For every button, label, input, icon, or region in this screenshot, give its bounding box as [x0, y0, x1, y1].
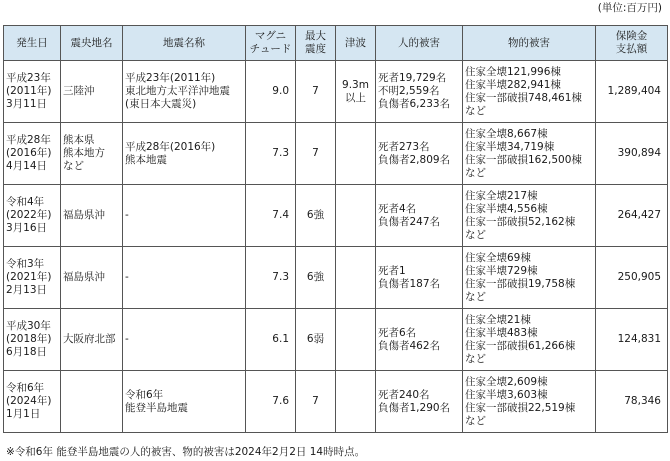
- cell-date: [4, 247, 61, 309]
- cell-property-damage-line: など: [465, 104, 486, 117]
- cell-insurance: 250,905: [596, 247, 668, 309]
- cell-human-damage: [376, 247, 463, 309]
- cell-intensity: 7: [296, 61, 336, 123]
- cell-property-damage-line: など: [465, 290, 486, 303]
- header-insurance: [596, 26, 668, 61]
- cell-human-damage-line: 死者273名: [378, 140, 430, 153]
- cell-human-damage-line: 負傷者462名: [378, 339, 441, 352]
- cell-human-damage: [376, 371, 463, 433]
- header-insurance-line: 保険金: [615, 30, 648, 42]
- cell-property-damage: [463, 61, 596, 123]
- cell-epicenter-line: 熊本県: [63, 134, 95, 146]
- cell-tsunami: [336, 185, 376, 247]
- cell-property-damage-line: 住家一部破損748,461棟: [465, 91, 582, 104]
- cell-property-damage-line: 住家全壊217棟: [465, 189, 538, 202]
- cell-property-damage-line: 住家半壊483棟: [465, 326, 538, 339]
- cell-human-damage-line: 不明2,559名: [378, 85, 440, 97]
- header-intensity-line: 震度: [305, 43, 326, 55]
- cell-epicenter: [61, 185, 123, 247]
- cell-date-line: (2021年): [6, 271, 52, 283]
- cell-date-line: (2022年): [6, 209, 52, 221]
- cell-date-line: 4月14日: [6, 160, 48, 172]
- table-row: [4, 61, 668, 123]
- cell-epicenter-line: など: [63, 160, 84, 172]
- table-row: [4, 185, 668, 247]
- header-human-damage: 人的被害: [376, 26, 463, 61]
- cell-human-damage: [376, 185, 463, 247]
- cell-property-damage-line: など: [465, 352, 486, 365]
- cell-human-damage: [376, 309, 463, 371]
- cell-insurance: 78,346: [596, 371, 668, 433]
- cell-property-damage-line: 住家半壊3,603棟: [465, 388, 548, 401]
- cell-insurance: 264,427: [596, 185, 668, 247]
- cell-date-line: 3月11日: [6, 98, 48, 110]
- cell-property-damage-line: 住家一部破損19,758棟: [465, 277, 576, 290]
- cell-magnitude: 7.3: [246, 123, 296, 185]
- cell-date: [4, 371, 61, 433]
- cell-quake-name-line: 平成28年(2016年): [125, 140, 216, 153]
- cell-property-damage-line: 住家全壊8,667棟: [465, 127, 548, 140]
- cell-date-line: 2月13日: [6, 284, 48, 296]
- cell-quake-name-line: -: [125, 271, 129, 283]
- cell-quake-name-line: 熊本地震: [125, 153, 167, 166]
- header-magnitude: [246, 26, 296, 61]
- cell-intensity: 6強: [296, 247, 336, 309]
- cell-quake-name: [123, 185, 246, 247]
- cell-property-damage: [463, 309, 596, 371]
- header-intensity-line: 最大: [305, 30, 326, 42]
- cell-quake-name: [123, 123, 246, 185]
- cell-quake-name: [123, 371, 246, 433]
- cell-intensity: 7: [296, 123, 336, 185]
- cell-date-line: 3月16日: [6, 222, 48, 234]
- cell-intensity: 6強: [296, 185, 336, 247]
- cell-human-damage-line: 死者240名: [378, 388, 430, 401]
- cell-date: [4, 309, 61, 371]
- cell-quake-name-line: -: [125, 209, 129, 221]
- cell-property-damage-line: など: [465, 228, 486, 241]
- cell-property-damage-line: 住家半壊282,941棟: [465, 78, 561, 91]
- cell-date-line: (2016年): [6, 147, 52, 159]
- cell-epicenter-line: 大阪府北部: [63, 333, 116, 345]
- cell-magnitude: 6.1: [246, 309, 296, 371]
- cell-date-line: 1月1日: [6, 408, 41, 420]
- cell-property-damage-line: 住家半壊729棟: [465, 264, 538, 277]
- cell-date-line: (2024年): [6, 395, 52, 407]
- cell-human-damage: [376, 61, 463, 123]
- cell-quake-name: [123, 247, 246, 309]
- cell-quake-name-line: 平成23年(2011年): [125, 72, 216, 84]
- cell-date-line: (2018年): [6, 333, 52, 345]
- header-row: [4, 26, 668, 61]
- header-insurance-line: 支払額: [615, 43, 648, 55]
- cell-tsunami: [336, 61, 376, 123]
- table-row: [4, 123, 668, 185]
- cell-property-damage-line: 住家一部破損52,162棟: [465, 215, 576, 228]
- cell-property-damage-line: など: [465, 166, 486, 179]
- header-magnitude-line: マグニ: [254, 30, 287, 42]
- cell-property-damage-line: など: [465, 414, 486, 427]
- cell-magnitude: 7.3: [246, 247, 296, 309]
- cell-human-damage-line: 死者1: [378, 264, 406, 277]
- cell-property-damage-line: 住家一部破損61,266棟: [465, 339, 576, 352]
- cell-human-damage-line: 負傷者247名: [378, 215, 441, 228]
- header-epicenter: 震央地名: [61, 26, 123, 61]
- cell-intensity: 7: [296, 371, 336, 433]
- cell-quake-name-line: (東日本大震災): [125, 98, 197, 110]
- earthquake-damage-table: [3, 25, 668, 433]
- cell-insurance: 124,831: [596, 309, 668, 371]
- cell-property-damage-line: 住家全壊69棟: [465, 251, 531, 264]
- cell-epicenter: [61, 309, 123, 371]
- cell-tsunami: [336, 247, 376, 309]
- cell-date-line: 平成28年: [6, 134, 51, 146]
- cell-intensity: 6弱: [296, 309, 336, 371]
- table-row: [4, 247, 668, 309]
- cell-date-line: 平成30年: [6, 320, 51, 332]
- cell-date: [4, 185, 61, 247]
- cell-human-damage-line: 負傷者1,290名: [378, 401, 451, 414]
- cell-date-line: 平成23年: [6, 72, 51, 84]
- cell-tsunami: [336, 309, 376, 371]
- cell-tsunami-line: 9.3m: [342, 78, 369, 91]
- cell-date: [4, 123, 61, 185]
- cell-quake-name-line: 東北地方太平洋沖地震: [125, 85, 230, 97]
- cell-epicenter-line: 福島県沖: [63, 271, 105, 283]
- cell-tsunami: [336, 123, 376, 185]
- header-intensity: [296, 26, 336, 61]
- header-tsunami: 津波: [336, 26, 376, 61]
- cell-property-damage-line: 住家全壊2,609棟: [465, 375, 548, 388]
- cell-insurance: 1,289,404: [596, 61, 668, 123]
- cell-epicenter-line: 福島県沖: [63, 209, 105, 221]
- cell-property-damage-line: 住家一部破損162,500棟: [465, 153, 582, 166]
- table-row: [4, 371, 668, 433]
- footnote: ※令和6年 能登半島地震の人的被害、物的被害は2024年2月2日 14時時点。: [6, 446, 366, 458]
- cell-property-damage: [463, 185, 596, 247]
- cell-date: [4, 61, 61, 123]
- cell-epicenter: [61, 123, 123, 185]
- cell-human-damage-line: 負傷者2,809名: [378, 153, 451, 166]
- cell-property-damage-line: 住家一部破損22,519棟: [465, 401, 576, 414]
- cell-tsunami-line: 以上: [345, 91, 366, 104]
- cell-magnitude: 7.4: [246, 185, 296, 247]
- cell-tsunami: [336, 371, 376, 433]
- cell-date-line: 令和3年: [6, 258, 45, 270]
- cell-human-damage: [376, 123, 463, 185]
- cell-property-damage-line: 住家全壊21棟: [465, 313, 531, 326]
- cell-quake-name: [123, 309, 246, 371]
- cell-epicenter: [61, 371, 123, 433]
- header-name: 地震名称: [123, 26, 246, 61]
- table-row: [4, 309, 668, 371]
- cell-property-damage-line: 住家半壊34,719棟: [465, 140, 555, 153]
- cell-human-damage-line: 負傷者187名: [378, 277, 441, 290]
- cell-insurance: 390,894: [596, 123, 668, 185]
- cell-human-damage-line: 負傷者6,233名: [378, 98, 451, 110]
- cell-magnitude: 7.6: [246, 371, 296, 433]
- cell-human-damage-line: 死者19,729名: [378, 72, 447, 84]
- cell-quake-name-line: 令和6年: [125, 388, 164, 401]
- cell-quake-name-line: -: [125, 333, 129, 345]
- cell-property-damage: [463, 371, 596, 433]
- cell-property-damage-line: 住家全壊121,996棟: [465, 65, 561, 78]
- cell-quake-name-line: 能登半島地震: [125, 401, 188, 414]
- unit-note: (単位:百万円): [597, 2, 662, 14]
- cell-epicenter: [61, 61, 123, 123]
- cell-epicenter: [61, 247, 123, 309]
- header-property-damage: 物的被害: [463, 26, 596, 61]
- cell-date-line: 令和4年: [6, 196, 45, 208]
- cell-human-damage-line: 死者4名: [378, 202, 417, 215]
- header-date: 発生日: [4, 26, 61, 61]
- cell-epicenter-line: 熊本地方: [63, 147, 105, 159]
- cell-property-damage: [463, 247, 596, 309]
- cell-magnitude: 9.0: [246, 61, 296, 123]
- cell-epicenter-line: 三陸沖: [63, 85, 95, 97]
- cell-date-line: (2011年): [6, 85, 52, 97]
- cell-quake-name: [123, 61, 246, 123]
- header-magnitude-line: チュード: [249, 43, 292, 55]
- cell-property-damage-line: 住家半壊4,556棟: [465, 202, 548, 215]
- cell-date-line: 令和6年: [6, 382, 45, 394]
- cell-date-line: 6月18日: [6, 346, 48, 358]
- cell-property-damage: [463, 123, 596, 185]
- cell-human-damage-line: 死者6名: [378, 326, 417, 339]
